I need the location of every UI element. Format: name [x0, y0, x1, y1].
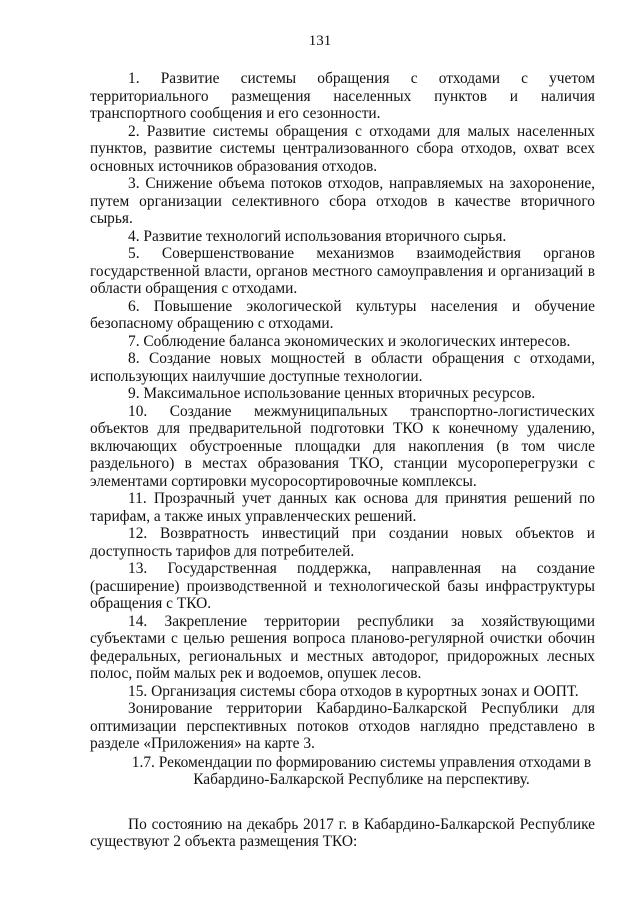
list-item: 11. Прозрачный учет данных как основа для принятия решений по тарифам, а также иных управленческих решений. — [90, 490, 595, 525]
closing-paragraph: По состоянию на декабрь 2017 г. в Кабардино-Балкарской Республике существуют 2 объекта размещения ТКО: — [90, 815, 595, 850]
list-item: 12. Возвратность инвестиций при создании новых объектов и доступность тарифов для потребителей. — [90, 525, 595, 560]
list-item: 7. Соблюдение баланса экономических и экологических интересов. — [128, 332, 571, 350]
list-item: 6. Повышение экологической культуры населения и обучение безопасному обращению с отходами. — [90, 297, 595, 332]
zoning-paragraph: Зонирование территории Кабардино-Балкарской Республики для оптимизации перспективных потоков отходов наглядно представлено в разделе «Приложения» на карте 3. — [90, 700, 595, 752]
page-number: 131 — [308, 33, 332, 49]
spacer — [90, 789, 595, 816]
list-item: 13. Государственная поддержка, направленная на создание (расширение) производственной и технологической базы инфраструктуры обращения с ТКО. — [90, 560, 595, 612]
document-body — [90, 70, 595, 851]
list-item: 2. Развитие системы обращения с отходами для малых населенных пунктов, развитие системы централизованного сбора отходов, охват всех основных источников образования отходов. — [90, 122, 595, 175]
list-item: 15. Организация системы сбора отходов в курортных зонах и ООПТ. — [128, 682, 579, 700]
list-item: 4. Развитие технологий использования вторичного сырья. — [128, 227, 507, 245]
list-item: 10. Создание межмуниципальных транспортно-логистических объектов для предварительной подготовки ТКО к конечному удалению, включающих обустроенные площадки для накопления (в том числе раздельного) в местах образования ТКО, станции мусороперегрузки с элементами сортировки мусоросортировочные комплексы. — [90, 402, 595, 490]
list-item: 8. Создание новых мощностей в области обращения с отходами, использующих наилучшие доступные технологии. — [90, 350, 595, 385]
list-item: 14. Закрепление территории республики за хозяйствующими субъектами с целью решения вопроса планово-регулярной очистки обочин федеральных, региональных и местных автодорог, придорожных лесных полос, пойм малых рек и водоемов, опушек лесов. — [90, 612, 595, 682]
list-item: 5. Совершенствование механизмов взаимодействия органов государственной власти, органов местного самоуправления и организаций в области обращения с отходами. — [90, 245, 595, 297]
list-item: 1. Развитие системы обращения с отходами с учетом территориального размещения населенных пунктов и наличия транспортного сообщения и его сезонности. — [90, 70, 595, 122]
list-item: 3. Снижение объема потоков отходов, направляемых на захоронение, путем организации селективного сбора отходов в качестве вторичного сырья. — [90, 175, 595, 227]
list-item: 9. Максимальное использование ценных вторичных ресурсов. — [128, 385, 536, 402]
section-heading: 1.7. Рекомендации по формированию системы управления отходами в Кабардино-Балкарской Республике на перспективу. — [131, 753, 592, 788]
